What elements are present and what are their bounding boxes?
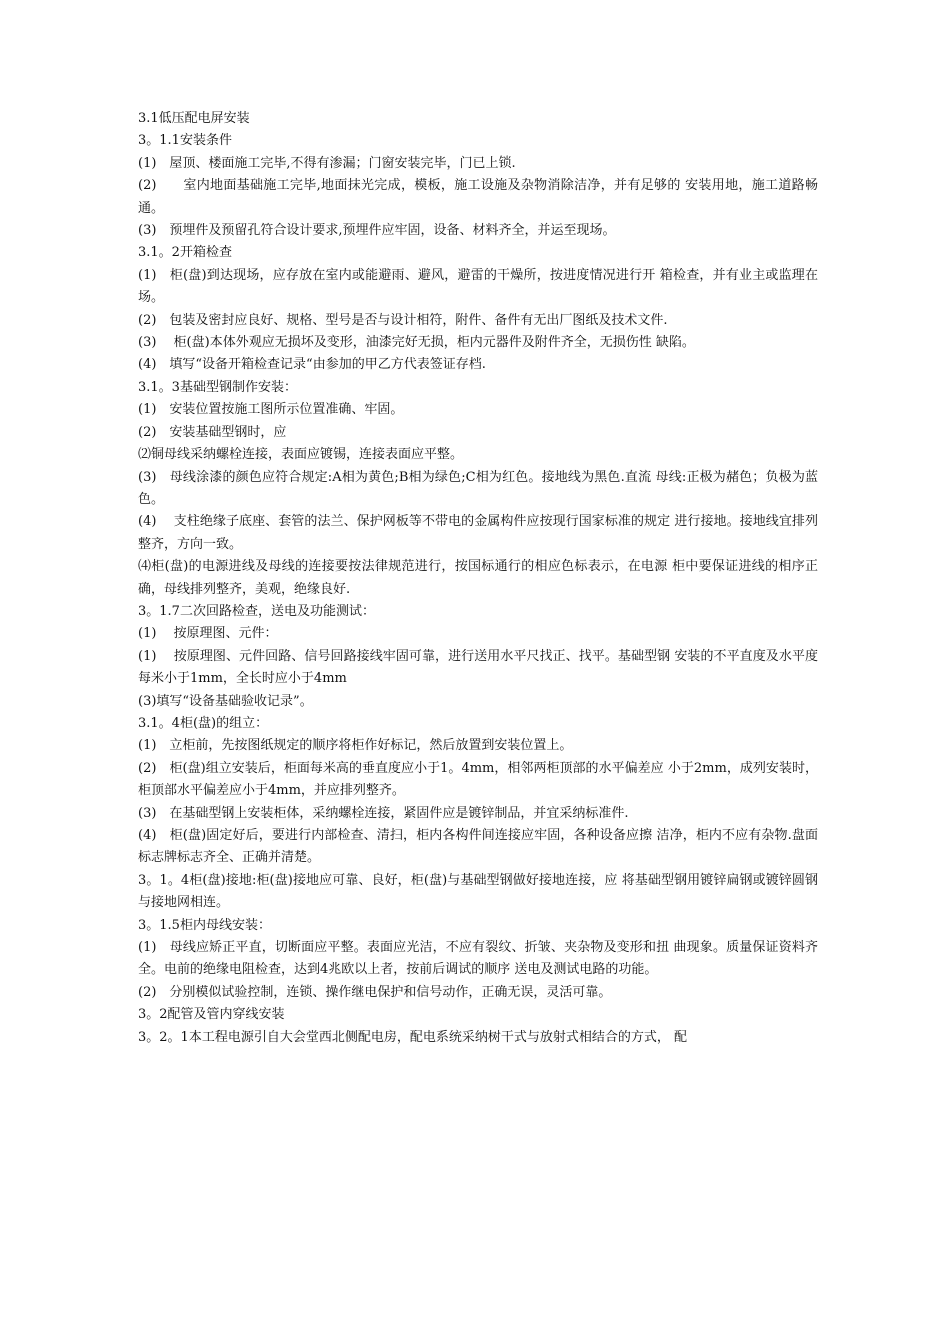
paragraph: (1) 安装位置按施工图所示位置准确、牢固。 [138,402,404,418]
paragraph: (2) 室内地面基础施工完毕,地面抹光完成，模板，施工设施及杂物消除洁净，并有足够的 安装用地，施工道路畅通。 [138,178,818,216]
section-heading: 3.1低压配电屏安装 [138,111,250,126]
paragraph: (2) 安装基础型钢时，应 [138,424,287,440]
document-body [138,108,818,1049]
subsection-heading: 3.1。2开箱检查 [138,245,232,261]
paragraph: 3。1。4柜(盘)接地:柜(盘)接地应可靠、良好，柜(盘)与基础型钢做好接地连接，应 将基础型钢用镀锌扁钢或镀锌圆钢与接地网相连。 [138,872,818,911]
paragraph: (1) 立柜前，先按图纸规定的顺序将柜作好标记，然后放置到安装位置上。 [138,738,573,754]
paragraph: ⑵铜母线采纳螺栓连接，表面应镀锡，连接表面应平整。 [138,447,464,463]
subsection-heading: 3。1.7二次回路检查，送电及功能测试： [138,603,375,619]
paragraph: (1) 屋顶、楼面施工完毕,不得有渗漏；门窗安装完毕，门已上锁. [138,155,516,171]
paragraph: (3) 在基础型钢上安装柜体，采纳螺栓连接，紧固件应是镀锌制品，并宜采纳标准件. [138,805,629,821]
paragraph: (3) 柜(盘)本体外观应无损坏及变形，油漆完好无损，柜内元器件及附件齐全，无损伤性 缺陷。 [138,335,695,351]
paragraph: (2) 柜(盘)组立安装后，柜面每米高的垂直度应小于1。4mm，相邻两柜顶部的水平偏差应 小于2mm，成列安装时，柜顶部水平偏差应小于4mm，并应排列整齐。 [138,760,818,799]
subsection-heading: 3.1。4柜(盘)的组立： [138,715,269,731]
paragraph: (1) 按原理图、元件： [138,626,278,642]
paragraph: 3。2。1本工程电源引自大会堂西北侧配电房，配电系统采纳树干式与放射式相结合的方式， 配 [138,1029,687,1045]
paragraph: (3) 预埋件及预留孔符合设计要求,预埋件应牢固，设备、材料齐全，并运至现场。 [138,223,616,239]
paragraph: (3) 母线涂漆的颜色应符合规定:A相为黄色;B相为绿色;C相为红色。接地线为黑色.直流 母线:正极为赭色；负极为蓝色。 [138,469,818,507]
paragraph: (4) 柜(盘)固定好后，要进行内部检查、清扫，柜内各构件间连接应牢固，各种设备应擦 洁净，柜内不应有杂物.盘面标志牌标志齐全、正确并清楚。 [138,828,818,866]
paragraph: ⑷柜(盘)的电源进线及母线的连接要按法律规范进行，按国标通行的相应色标表示，在电源 柜中要保证进线的相序正确，母线排列整齐，美观，绝缘良好. [138,559,818,597]
paragraph: (1) 母线应矫正平直，切断面应平整。表面应光洁，不应有裂纹、折皱、夹杂物及变形和扭 曲现象。质量保证资料齐全。电前的绝缘电阻检查，达到4兆欧以上者，按前后调试的顺序 送电及测试电路的功能。 [138,940,818,978]
paragraph: (4) 支柱绝缘子底座、套管的法兰、保护网板等不带电的金属构件应按现行国家标准的规定 进行接地。接地线宜排列整齐，方向一致。 [138,514,818,552]
subsection-heading: 3.1。3基础型钢制作安装： [138,379,297,395]
paragraph: (4) 填写“设备开箱检查记录“由参加的甲乙方代表签证存档. [138,357,486,373]
paragraph: (2) 包装及密封应良好、规格、型号是否与设计相符，附件、备件有无出厂图纸及技术文件. [138,312,668,328]
subsection-heading: 3。1.1安装条件 [138,133,232,149]
paragraph: (1) 柜(盘)到达现场，应存放在室内或能避雨、避风，避雷的干燥所，按进度情况进行开 箱检查，并有业主或监理在场。 [138,267,818,306]
subsection-heading: 3。1.5柜内母线安装： [138,917,271,933]
paragraph: (1) 按原理图、元件回路、信号回路接线牢固可靠，进行送用水平尺找正、找平。基础型钢 安装的不平直度及水平度每米小于1mm，全长时应小于4mm [138,648,818,687]
paragraph: (3)填写“设备基础验收记录”。 [138,693,313,709]
paragraph: (2) 分别模似试验控制，连锁、操作继电保护和信号动作，正确无误，灵活可靠。 [138,984,612,1000]
section-heading: 3。2配管及管内穿线安装 [138,1007,285,1023]
